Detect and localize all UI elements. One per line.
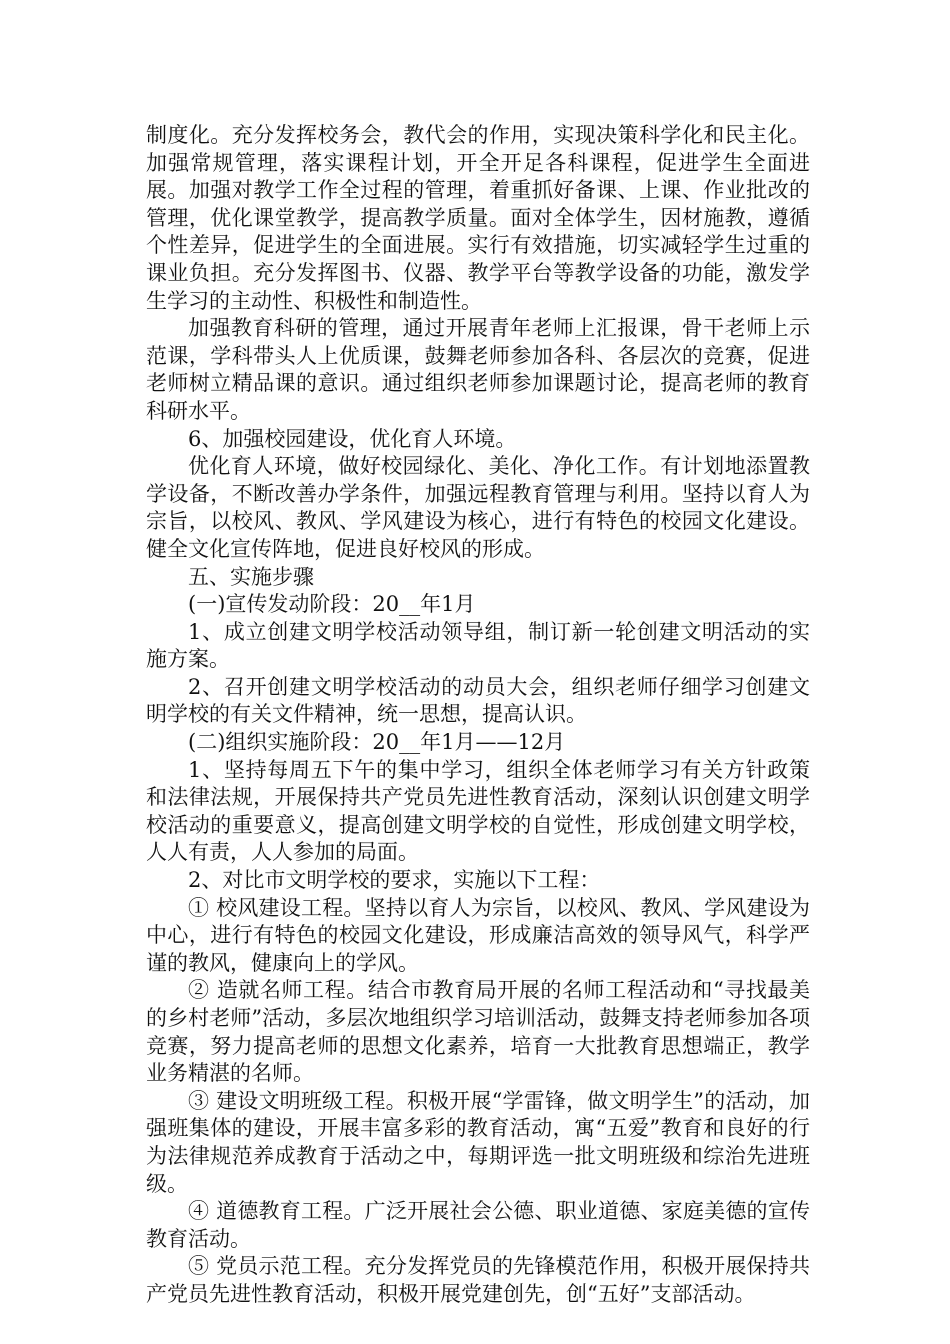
- paragraph-2: 加强教育科研的管理，通过开展青年老师上汇报课，骨干老师上示范课，学科带头人上优质课，鼓舞老师参加各科、各层次的竞赛，促进老师树立精品课的意识。通过组织老师参加课题讨论，提高老师的教育科研水平。: [146, 316, 810, 423]
- section-heading-6: 6、加强校园建设，优化育人环境。: [188, 426, 517, 451]
- document-body: [146, 122, 810, 1309]
- project-item-2: ② 造就名师工程。结合市教育局开展的名师工程活动和“寻找最美的乡村老师”活动，多层次地组织学习培训活动，鼓舞支持老师参加各项竞赛，努力提高老师的思想文化素养，培育一大批教育思想端正，教学业务精湛的名师。: [146, 978, 810, 1086]
- project-item-1: ① 校风建设工程。坚持以育人为宗旨，以校风、教风、学风建设为中心，进行有特色的校园文化建设，形成廉洁高效的领导风气，科学严谨的教风，健康向上的学风。: [146, 895, 810, 975]
- paragraph-4: 优化育人环境，做好校园绿化、美化、净化工作。有计划地添置教学设备，不断改善办学条件，加强远程教育管理与利用。坚持以育人为宗旨，以校风、教风、学风建设为核心，进行有特色的校园文化建设。健全文化宣传阵地，促进良好校风的形成。: [146, 454, 810, 561]
- paragraph-11: 2、对比市文明学校的要求，实施以下工程：: [188, 868, 601, 893]
- paragraph-8: 2、召开创建文明学校活动的动员大会，组织老师仔细学习创建文明学校的有关文件精神，统一思想，提高认识。: [146, 674, 810, 727]
- project-item-4: ④ 道德教育工程。广泛开展社会公德、职业道德、家庭美德的宣传教育活动。: [146, 1199, 810, 1251]
- project-item-3: ③ 建设文明班级工程。积极开展“学雷锋，做文明学生”的活动，加强班集体的建设，开展丰富多彩的教育活动，寓“五爱”教育和良好的行为法律规范养成教育于活动之中，每期评选一批文明班级和综治先进班级。: [146, 1088, 810, 1196]
- section-heading-implementation: 五、实施步骤: [188, 564, 314, 589]
- phase-heading-2: (二)组织实施阶段：20__年1月——12月: [188, 730, 566, 755]
- paragraph-1: 制度化。充分发挥校务会，教代会的作用，实现决策科学化和民主化。加强常规管理，落实课程计划，开全开足各科课程，促进学生全面进展。加强对教学工作全过程的管理，着重抓好备课、上课、作业批改的管理，优化课堂教学，提高教学质量。面对全体学生，因材施教，遵循个性差异，促进学生的全面进展。实行有效措施，切实减轻学生过重的课业负担。充分发挥图书、仪器、教学平台等教学设备的功能，激发学生学习的主动性、积极性和制造性。: [146, 123, 810, 313]
- phase-heading-1: (一)宣传发动阶段：20__年1月: [188, 592, 476, 617]
- paragraph-7: 1、成立创建文明学校活动领导组，制订新一轮创建文明活动的实施方案。: [146, 619, 810, 672]
- project-item-5: ⑤ 党员示范工程。充分发挥党员的先锋模范作用，积极开展保持共产党员先进性教育活动，积极开展党建创先，创“五好”支部活动。: [146, 1254, 810, 1306]
- paragraph-10: 1、坚持每周五下午的集中学习，组织全体老师学习有关方针政策和法律法规，开展保持共产党员先进性教育活动，深刻认识创建文明学校活动的重要意义，提高创建文明学校的自觉性，形成创建文明学校，人人有责，人人参加的局面。: [146, 757, 810, 865]
